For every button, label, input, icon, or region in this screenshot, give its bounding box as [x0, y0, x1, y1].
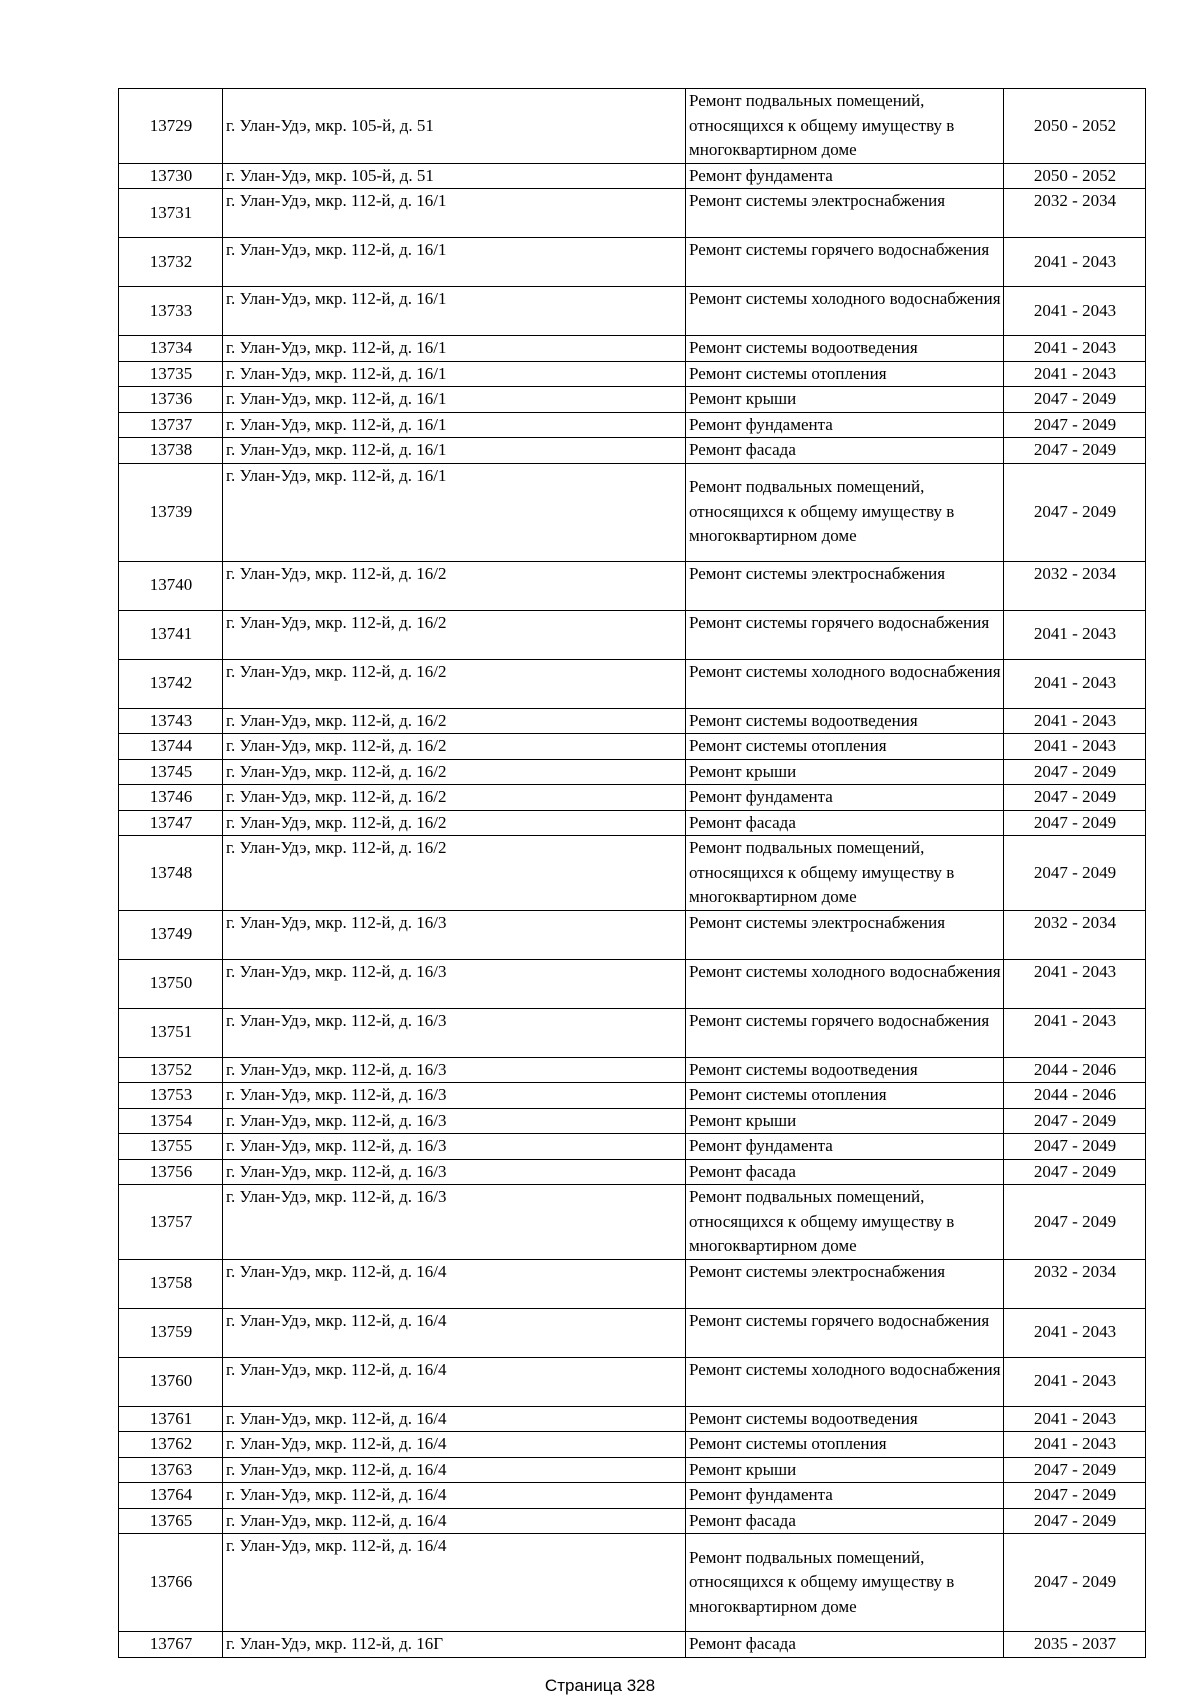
row-address: г. Улан-Удэ, мкр. 112-й, д. 16/3	[223, 959, 686, 1008]
row-years: 2047 - 2049	[1004, 438, 1146, 464]
table-row	[119, 387, 1146, 413]
row-number: 13759	[119, 1308, 223, 1357]
row-years: 2041 - 2043	[1004, 1008, 1146, 1057]
row-work: Ремонт подвальных помещений, относящихся к общему имуществу в многоквартирном доме	[686, 1534, 1004, 1632]
row-address: г. Улан-Удэ, мкр. 112-й, д. 16/2	[223, 759, 686, 785]
row-work: Ремонт системы холодного водоснабжения	[686, 287, 1004, 336]
row-number: 13747	[119, 810, 223, 836]
row-work: Ремонт системы водоотведения	[686, 336, 1004, 362]
row-number: 13729	[119, 89, 223, 164]
table-row	[119, 1159, 1146, 1185]
page-number-footer: Страница 328	[544, 1676, 656, 1695]
row-work: Ремонт системы горячего водоснабжения	[686, 238, 1004, 287]
table-row	[119, 1008, 1146, 1057]
table-row	[119, 1057, 1146, 1083]
row-number: 13745	[119, 759, 223, 785]
row-number: 13763	[119, 1457, 223, 1483]
row-work: Ремонт фасада	[686, 1632, 1004, 1658]
row-years: 2041 - 2043	[1004, 1308, 1146, 1357]
row-number: 13753	[119, 1083, 223, 1109]
row-address: г. Улан-Удэ, мкр. 112-й, д. 16/1	[223, 438, 686, 464]
row-number: 13734	[119, 336, 223, 362]
row-years: 2047 - 2049	[1004, 759, 1146, 785]
row-work: Ремонт системы водоотведения	[686, 1406, 1004, 1432]
row-number: 13758	[119, 1259, 223, 1308]
table-row	[119, 734, 1146, 760]
table-row	[119, 1632, 1146, 1658]
row-years: 2041 - 2043	[1004, 610, 1146, 659]
table-row	[119, 1259, 1146, 1308]
row-address: г. Улан-Удэ, мкр. 112-й, д. 16/3	[223, 1134, 686, 1160]
row-number: 13743	[119, 708, 223, 734]
table-row	[119, 1432, 1146, 1458]
row-address: г. Улан-Удэ, мкр. 112-й, д. 16/4	[223, 1432, 686, 1458]
table-row	[119, 189, 1146, 238]
row-address: г. Улан-Удэ, мкр. 105-й, д. 51	[223, 89, 686, 164]
row-years: 2041 - 2043	[1004, 708, 1146, 734]
row-number: 13744	[119, 734, 223, 760]
row-number: 13756	[119, 1159, 223, 1185]
row-number: 13732	[119, 238, 223, 287]
table-row	[119, 659, 1146, 708]
row-work: Ремонт системы водоотведения	[686, 1057, 1004, 1083]
table-row	[119, 412, 1146, 438]
table-row	[119, 287, 1146, 336]
row-years: 2041 - 2043	[1004, 1357, 1146, 1406]
row-years: 2041 - 2043	[1004, 1406, 1146, 1432]
row-years: 2032 - 2034	[1004, 561, 1146, 610]
row-years: 2047 - 2049	[1004, 1508, 1146, 1534]
row-work: Ремонт крыши	[686, 1108, 1004, 1134]
table-row	[119, 1483, 1146, 1509]
row-work: Ремонт крыши	[686, 759, 1004, 785]
row-work: Ремонт подвальных помещений, относящихся к общему имуществу в многоквартирном доме	[686, 463, 1004, 561]
row-number: 13748	[119, 836, 223, 911]
row-address: г. Улан-Удэ, мкр. 105-й, д. 51	[223, 163, 686, 189]
table-row	[119, 463, 1146, 561]
table-row	[119, 1406, 1146, 1432]
row-address: г. Улан-Удэ, мкр. 112-й, д. 16/4	[223, 1308, 686, 1357]
row-work: Ремонт фасада	[686, 810, 1004, 836]
table-row	[119, 438, 1146, 464]
row-years: 2041 - 2043	[1004, 336, 1146, 362]
table-row	[119, 910, 1146, 959]
row-years: 2041 - 2043	[1004, 238, 1146, 287]
row-work: Ремонт подвальных помещений, относящихся к общему имуществу в многоквартирном доме	[686, 836, 1004, 911]
row-address: г. Улан-Удэ, мкр. 112-й, д. 16/1	[223, 287, 686, 336]
row-number: 13762	[119, 1432, 223, 1458]
table-row	[119, 610, 1146, 659]
row-work: Ремонт крыши	[686, 387, 1004, 413]
table-row	[119, 810, 1146, 836]
row-number: 13751	[119, 1008, 223, 1057]
row-years: 2047 - 2049	[1004, 1108, 1146, 1134]
row-number: 13750	[119, 959, 223, 1008]
row-address: г. Улан-Удэ, мкр. 112-й, д. 16/2	[223, 610, 686, 659]
repair-schedule-table	[118, 88, 1146, 1658]
row-address: г. Улан-Удэ, мкр. 112-й, д. 16/4	[223, 1534, 686, 1632]
row-work: Ремонт системы отопления	[686, 1432, 1004, 1458]
table-row	[119, 1534, 1146, 1632]
row-years: 2047 - 2049	[1004, 1534, 1146, 1632]
row-work: Ремонт фундамента	[686, 785, 1004, 811]
table-row	[119, 1457, 1146, 1483]
row-years: 2047 - 2049	[1004, 810, 1146, 836]
row-years: 2041 - 2043	[1004, 734, 1146, 760]
row-address: г. Улан-Удэ, мкр. 112-й, д. 16/2	[223, 836, 686, 911]
row-work: Ремонт системы горячего водоснабжения	[686, 1008, 1004, 1057]
table-row	[119, 1308, 1146, 1357]
row-number: 13765	[119, 1508, 223, 1534]
row-work: Ремонт системы электроснабжения	[686, 910, 1004, 959]
table-row	[119, 836, 1146, 911]
row-years: 2032 - 2034	[1004, 910, 1146, 959]
table-body	[119, 89, 1146, 1658]
row-number: 13760	[119, 1357, 223, 1406]
row-address: г. Улан-Удэ, мкр. 112-й, д. 16/1	[223, 463, 686, 561]
row-years: 2047 - 2049	[1004, 1159, 1146, 1185]
row-work: Ремонт системы электроснабжения	[686, 561, 1004, 610]
row-work: Ремонт фасада	[686, 438, 1004, 464]
table-row	[119, 561, 1146, 610]
row-work: Ремонт системы отопления	[686, 1083, 1004, 1109]
row-number: 13739	[119, 463, 223, 561]
row-number: 13755	[119, 1134, 223, 1160]
row-address: г. Улан-Удэ, мкр. 112-й, д. 16/4	[223, 1406, 686, 1432]
table-row	[119, 1083, 1146, 1109]
row-years: 2047 - 2049	[1004, 1457, 1146, 1483]
table-row	[119, 1508, 1146, 1534]
row-address: г. Улан-Удэ, мкр. 112-й, д. 16/4	[223, 1457, 686, 1483]
row-years: 2044 - 2046	[1004, 1057, 1146, 1083]
row-address: г. Улан-Удэ, мкр. 112-й, д. 16/1	[223, 412, 686, 438]
row-address: г. Улан-Удэ, мкр. 112-й, д. 16/4	[223, 1508, 686, 1534]
row-years: 2041 - 2043	[1004, 287, 1146, 336]
row-years: 2047 - 2049	[1004, 387, 1146, 413]
row-address: г. Улан-Удэ, мкр. 112-й, д. 16/3	[223, 1185, 686, 1260]
table-row	[119, 361, 1146, 387]
row-work: Ремонт системы электроснабжения	[686, 189, 1004, 238]
row-work: Ремонт системы водоотведения	[686, 708, 1004, 734]
table-row	[119, 1108, 1146, 1134]
row-years: 2047 - 2049	[1004, 1134, 1146, 1160]
row-address: г. Улан-Удэ, мкр. 112-й, д. 16/1	[223, 336, 686, 362]
row-address: г. Улан-Удэ, мкр. 112-й, д. 16/3	[223, 1108, 686, 1134]
row-number: 13730	[119, 163, 223, 189]
row-work: Ремонт фасада	[686, 1159, 1004, 1185]
row-address: г. Улан-Удэ, мкр. 112-й, д. 16/2	[223, 659, 686, 708]
table-row	[119, 708, 1146, 734]
row-number: 13740	[119, 561, 223, 610]
row-address: г. Улан-Удэ, мкр. 112-й, д. 16/2	[223, 810, 686, 836]
row-years: 2032 - 2034	[1004, 1259, 1146, 1308]
row-address: г. Улан-Удэ, мкр. 112-й, д. 16/1	[223, 238, 686, 287]
row-address: г. Улан-Удэ, мкр. 112-й, д. 16/2	[223, 561, 686, 610]
row-number: 13742	[119, 659, 223, 708]
table-row	[119, 959, 1146, 1008]
row-address: г. Улан-Удэ, мкр. 112-й, д. 16Г	[223, 1632, 686, 1658]
row-work: Ремонт системы отопления	[686, 734, 1004, 760]
row-number: 13738	[119, 438, 223, 464]
row-years: 2041 - 2043	[1004, 659, 1146, 708]
row-work: Ремонт системы горячего водоснабжения	[686, 610, 1004, 659]
row-years: 2047 - 2049	[1004, 1185, 1146, 1260]
table-row	[119, 785, 1146, 811]
row-work: Ремонт системы отопления	[686, 361, 1004, 387]
row-number: 13737	[119, 412, 223, 438]
row-work: Ремонт фундамента	[686, 1483, 1004, 1509]
row-work: Ремонт фундамента	[686, 1134, 1004, 1160]
row-years: 2035 - 2037	[1004, 1632, 1146, 1658]
row-work: Ремонт крыши	[686, 1457, 1004, 1483]
row-work: Ремонт системы холодного водоснабжения	[686, 959, 1004, 1008]
row-address: г. Улан-Удэ, мкр. 112-й, д. 16/4	[223, 1259, 686, 1308]
row-years: 2041 - 2043	[1004, 959, 1146, 1008]
table-row	[119, 1185, 1146, 1260]
row-number: 13767	[119, 1632, 223, 1658]
row-number: 13754	[119, 1108, 223, 1134]
row-address: г. Улан-Удэ, мкр. 112-й, д. 16/1	[223, 361, 686, 387]
row-years: 2047 - 2049	[1004, 463, 1146, 561]
row-number: 13731	[119, 189, 223, 238]
row-address: г. Улан-Удэ, мкр. 112-й, д. 16/3	[223, 1083, 686, 1109]
table-row	[119, 89, 1146, 164]
row-work: Ремонт подвальных помещений, относящихся к общему имуществу в многоквартирном доме	[686, 89, 1004, 164]
row-years: 2050 - 2052	[1004, 163, 1146, 189]
row-number: 13736	[119, 387, 223, 413]
row-number: 13757	[119, 1185, 223, 1260]
row-address: г. Улан-Удэ, мкр. 112-й, д. 16/3	[223, 1159, 686, 1185]
table-row	[119, 163, 1146, 189]
row-work: Ремонт фундамента	[686, 163, 1004, 189]
row-years: 2047 - 2049	[1004, 785, 1146, 811]
row-years: 2032 - 2034	[1004, 189, 1146, 238]
row-work: Ремонт системы холодного водоснабжения	[686, 1357, 1004, 1406]
row-address: г. Улан-Удэ, мкр. 112-й, д. 16/2	[223, 708, 686, 734]
row-work: Ремонт фасада	[686, 1508, 1004, 1534]
table-row	[119, 238, 1146, 287]
row-number: 13733	[119, 287, 223, 336]
row-work: Ремонт системы холодного водоснабжения	[686, 659, 1004, 708]
table-row	[119, 1357, 1146, 1406]
row-years: 2041 - 2043	[1004, 1432, 1146, 1458]
row-address: г. Улан-Удэ, мкр. 112-й, д. 16/4	[223, 1483, 686, 1509]
row-work: Ремонт фундамента	[686, 412, 1004, 438]
row-address: г. Улан-Удэ, мкр. 112-й, д. 16/3	[223, 1008, 686, 1057]
row-address: г. Улан-Удэ, мкр. 112-й, д. 16/4	[223, 1357, 686, 1406]
row-number: 13749	[119, 910, 223, 959]
table-row	[119, 336, 1146, 362]
row-years: 2041 - 2043	[1004, 361, 1146, 387]
row-address: г. Улан-Удэ, мкр. 112-й, д. 16/3	[223, 910, 686, 959]
row-address: г. Улан-Удэ, мкр. 112-й, д. 16/2	[223, 734, 686, 760]
row-number: 13752	[119, 1057, 223, 1083]
row-number: 13746	[119, 785, 223, 811]
row-address: г. Улан-Удэ, мкр. 112-й, д. 16/1	[223, 189, 686, 238]
row-work: Ремонт системы электроснабжения	[686, 1259, 1004, 1308]
row-number: 13766	[119, 1534, 223, 1632]
row-work: Ремонт системы горячего водоснабжения	[686, 1308, 1004, 1357]
row-years: 2044 - 2046	[1004, 1083, 1146, 1109]
table-row	[119, 1134, 1146, 1160]
row-address: г. Улан-Удэ, мкр. 112-й, д. 16/1	[223, 387, 686, 413]
row-number: 13764	[119, 1483, 223, 1509]
row-years: 2050 - 2052	[1004, 89, 1146, 164]
row-years: 2047 - 2049	[1004, 412, 1146, 438]
row-number: 13735	[119, 361, 223, 387]
row-years: 2047 - 2049	[1004, 836, 1146, 911]
row-work: Ремонт подвальных помещений, относящихся к общему имуществу в многоквартирном доме	[686, 1185, 1004, 1260]
row-number: 13761	[119, 1406, 223, 1432]
row-number: 13741	[119, 610, 223, 659]
row-years: 2047 - 2049	[1004, 1483, 1146, 1509]
row-address: г. Улан-Удэ, мкр. 112-й, д. 16/3	[223, 1057, 686, 1083]
table-row	[119, 759, 1146, 785]
row-address: г. Улан-Удэ, мкр. 112-й, д. 16/2	[223, 785, 686, 811]
